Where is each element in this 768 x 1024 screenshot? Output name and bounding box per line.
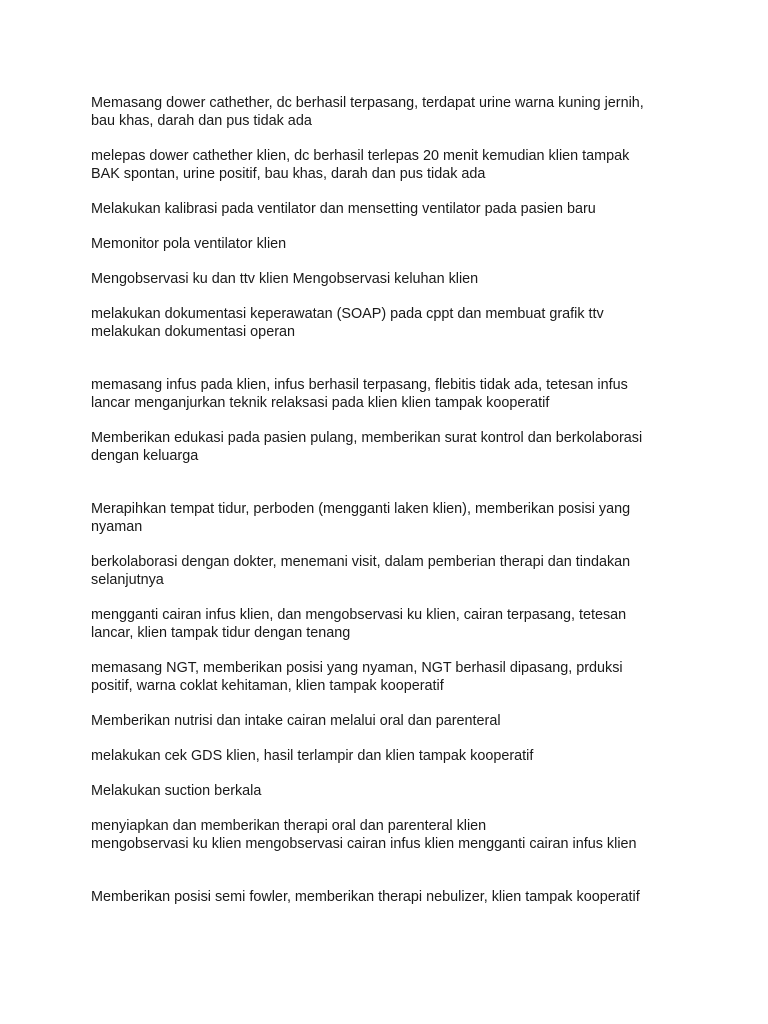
- paragraph: [91, 553, 691, 589]
- text-line: melakukan dokumentasi keperawatan (SOAP) pada cppt dan membuat grafik ttv: [91, 306, 604, 322]
- text-line: memasang infus pada klien, infus berhasil terpasang, flebitis tidak ada, tetesan infus: [91, 377, 628, 393]
- paragraph: [91, 659, 691, 695]
- text-line: Memonitor pola ventilator klien: [91, 236, 287, 252]
- text-line: Mengobservasi ku dan ttv klien Mengobservasi keluhan klien: [91, 271, 479, 287]
- text-line: mengobservasi ku klien mengobservasi cairan infus klien mengganti cairan infus klien: [91, 836, 637, 852]
- text-line: memasang NGT, memberikan posisi yang nyaman, NGT berhasil dipasang, prduksi: [91, 660, 623, 676]
- text-line: lancar menganjurkan teknik relaksasi pada klien klien tampak kooperatif: [91, 395, 550, 411]
- text-line: melepas dower cathether klien, dc berhasil terlepas 20 menit kemudian klien tampak: [91, 148, 630, 164]
- paragraph: [91, 94, 691, 130]
- paragraph: [91, 270, 691, 288]
- text-line: bau khas, darah dan pus tidak ada: [91, 113, 312, 129]
- text-line: Melakukan suction berkala: [91, 783, 262, 799]
- text-line: berkolaborasi dengan dokter, menemani visit, dalam pemberian therapi dan tindakan: [91, 554, 631, 570]
- paragraph: [91, 376, 691, 412]
- paragraph: [91, 429, 691, 465]
- text-line: Merapihkan tempat tidur, perboden (mengganti laken klien), memberikan posisi yang: [91, 501, 631, 517]
- text-line: mengganti cairan infus klien, dan mengobservasi ku klien, cairan terpasang, tetesan: [91, 607, 627, 623]
- text-line: melakukan cek GDS klien, hasil terlampir dan klien tampak kooperatif: [91, 748, 534, 764]
- text-line: Memberikan posisi semi fowler, memberikan therapi nebulizer, klien tampak kooperatif: [91, 889, 640, 905]
- paragraph: [91, 147, 691, 183]
- paragraph: [91, 235, 691, 253]
- text-line: positif, warna coklat kehitaman, klien tampak kooperatif: [91, 678, 444, 694]
- paragraph: [91, 712, 691, 730]
- text-line: Memberikan edukasi pada pasien pulang, memberikan surat kontrol dan berkolaborasi: [91, 430, 643, 446]
- text-line: BAK spontan, urine positif, bau khas, darah dan pus tidak ada: [91, 166, 486, 182]
- text-line: menyiapkan dan memberikan therapi oral dan parenteral klien: [91, 818, 487, 834]
- paragraph: [91, 606, 691, 642]
- paragraph: [91, 200, 691, 218]
- document-body: [91, 94, 691, 923]
- text-line: dengan keluarga: [91, 448, 199, 464]
- text-line: lancar, klien tampak tidur dengan tenang: [91, 625, 351, 641]
- text-line: nyaman: [91, 519, 143, 535]
- paragraph: [91, 500, 691, 536]
- text-line: melakukan dokumentasi operan: [91, 324, 295, 340]
- text-line: Memberikan nutrisi dan intake cairan melalui oral dan parenteral: [91, 713, 501, 729]
- paragraph: [91, 782, 691, 800]
- text-line: Memasang dower cathether, dc berhasil terpasang, terdapat urine warna kuning jernih,: [91, 95, 644, 111]
- paragraph: [91, 305, 691, 341]
- paragraph: [91, 888, 691, 906]
- paragraph: [91, 747, 691, 765]
- text-line: selanjutnya: [91, 572, 164, 588]
- text-line: Melakukan kalibrasi pada ventilator dan mensetting ventilator pada pasien baru: [91, 201, 596, 217]
- paragraph: [91, 817, 691, 853]
